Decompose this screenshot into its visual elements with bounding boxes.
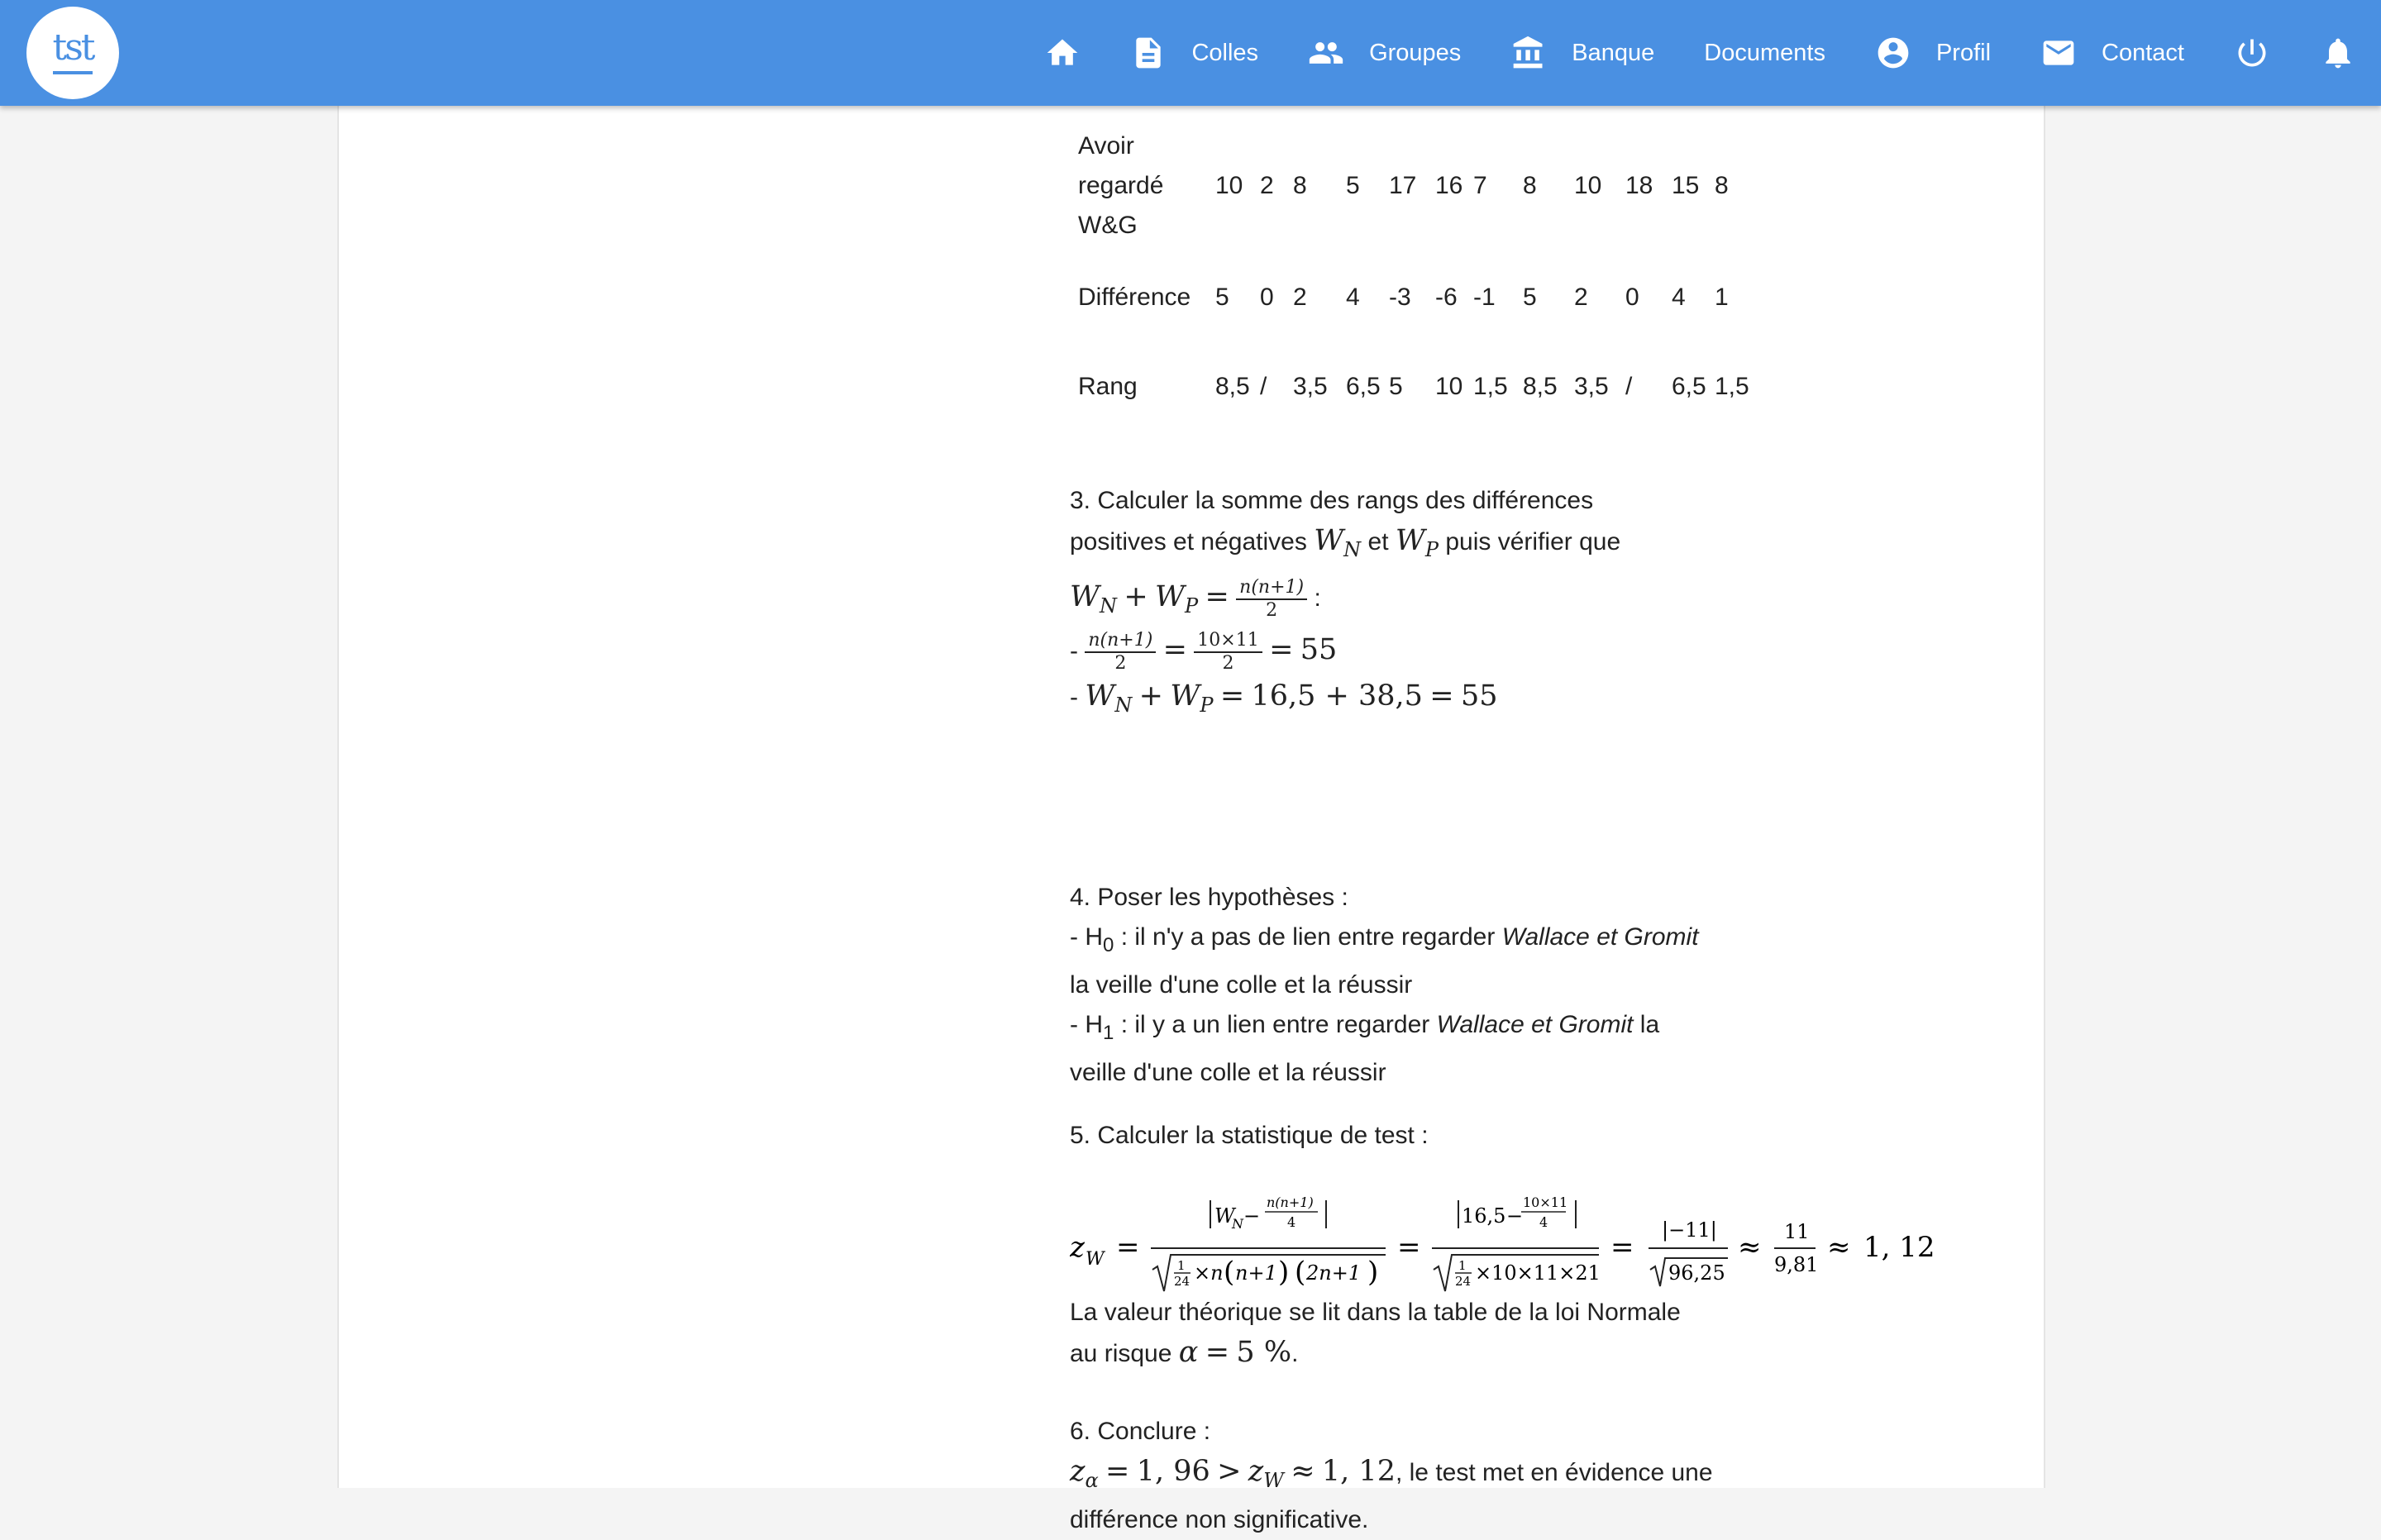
svg-text:10×11: 10×11 bbox=[1523, 1194, 1568, 1210]
svg-text:(: ( bbox=[1224, 1256, 1235, 1289]
document-icon bbox=[1130, 35, 1167, 71]
table-cell: 3,5 bbox=[1574, 373, 1609, 400]
nav-colles-label: Colles bbox=[1191, 39, 1259, 66]
logo-underline bbox=[53, 71, 93, 74]
svg-text:×10×11×21: ×10×11×21 bbox=[1475, 1261, 1601, 1285]
step-3-title: 3. Calculer la somme des rangs des différences bbox=[1070, 487, 1594, 514]
table-cell: 5 bbox=[1523, 284, 1537, 311]
step-3-calc-2: - $W_N + W_P = 16,5 + 38,5 = 55$ bbox=[1070, 679, 1498, 717]
step-6-line2: différence non significative. bbox=[1070, 1506, 1369, 1533]
nav-colles[interactable] bbox=[1130, 35, 1258, 71]
table-cell: 3,5 bbox=[1293, 373, 1328, 400]
table-cell: 7 bbox=[1473, 172, 1487, 199]
mail-icon bbox=[2040, 35, 2077, 71]
bank-icon bbox=[1510, 35, 1547, 71]
nav-profil-label: Profil bbox=[1935, 39, 1992, 66]
formula-sub-w: W bbox=[1086, 1249, 1105, 1270]
power-icon bbox=[2234, 35, 2270, 71]
svg-text:16,5: 16,5 bbox=[1462, 1204, 1506, 1228]
step-3-calc-1: - $\frac{n(n+1)}{2}$ = $\frac{10\times 11}{2}$ = 55 bbox=[1070, 630, 1338, 675]
svg-text:24: 24 bbox=[1455, 1274, 1472, 1289]
logo-text: tst bbox=[52, 26, 93, 69]
row-header: Différence bbox=[1078, 284, 1191, 311]
svg-text:): ) bbox=[1278, 1256, 1290, 1289]
svg-text:≈: ≈ bbox=[1827, 1231, 1851, 1264]
step-4 bbox=[1070, 878, 2062, 1093]
svg-text:|−11|: |−11| bbox=[1662, 1218, 1717, 1242]
nav-notifications[interactable] bbox=[2320, 35, 2356, 71]
nav-groupes-label: Groupes bbox=[1369, 39, 1462, 66]
step-6-line1: $z_\alpha = 1$, $96 > z_W \approx 1$, 12, le test met en évidence une bbox=[1070, 1455, 1713, 1492]
test-statistic-formula bbox=[1070, 1189, 2145, 1296]
row-header bbox=[1078, 119, 1215, 253]
table-cell: / bbox=[1625, 373, 1633, 400]
svg-text:24: 24 bbox=[1174, 1274, 1190, 1289]
table-row bbox=[1078, 119, 1749, 253]
svg-text:×n: ×n bbox=[1194, 1261, 1224, 1285]
bell-icon bbox=[2320, 35, 2356, 71]
table-cell: 8,5 bbox=[1215, 373, 1250, 400]
step-5-title: 5. Calculer la statistique de test : bbox=[1070, 1122, 1429, 1149]
nav-banque[interactable] bbox=[1510, 35, 1654, 71]
table-cell: -6 bbox=[1435, 284, 1458, 311]
nav-documents[interactable] bbox=[1704, 40, 1825, 67]
svg-text:(: ( bbox=[1295, 1256, 1306, 1289]
step-3-identity: $W_N + W_P$ = $\frac{n(n+1)}{2}$ : bbox=[1070, 577, 1321, 622]
table-cell: 2 bbox=[1574, 284, 1588, 311]
formula-result: 1, 12 bbox=[1863, 1231, 1935, 1264]
row-header-label: Avoir regardé W&G bbox=[1078, 132, 1164, 239]
table-cell: 18 bbox=[1625, 172, 1653, 199]
table-cell: 8 bbox=[1715, 172, 1729, 199]
svg-text:n(n+1): n(n+1) bbox=[1267, 1194, 1314, 1210]
table-cell: 1 bbox=[1715, 284, 1729, 311]
hypothesis-h0-end: la veille d'une colle et la réussir bbox=[1070, 971, 1413, 999]
nav-contact-label: Contact bbox=[2102, 39, 2184, 66]
svg-text:n+1: n+1 bbox=[1235, 1261, 1277, 1285]
table-cell: 10 bbox=[1574, 172, 1602, 199]
formula-eq: = bbox=[1116, 1231, 1140, 1264]
hypothesis-h1: - $H_1$ : il y a un lien entre regarder Wallace et Gromit la bbox=[1070, 1011, 1660, 1044]
table-cell: 4 bbox=[1346, 284, 1360, 311]
svg-text:): ) bbox=[1367, 1256, 1379, 1289]
table-cell: 8 bbox=[1523, 172, 1537, 199]
table-row bbox=[1078, 253, 1749, 342]
svg-text:≈: ≈ bbox=[1738, 1231, 1762, 1264]
hypothesis-h0: - $H_0$ : il n'y a pas de lien entre regarder Wallace et Gromit bbox=[1070, 923, 1699, 956]
nav-home[interactable] bbox=[1044, 35, 1081, 71]
content-card bbox=[337, 106, 2045, 1533]
table-cell: 10 bbox=[1215, 172, 1243, 199]
svg-text:11: 11 bbox=[1784, 1220, 1810, 1243]
step-4-title: 4. Poser les hypothèses : bbox=[1070, 884, 1348, 911]
home-icon bbox=[1044, 35, 1081, 71]
svg-text:4: 4 bbox=[1287, 1214, 1296, 1230]
table-cell: 2 bbox=[1293, 284, 1307, 311]
formula-z: z bbox=[1070, 1231, 1085, 1264]
account-circle-icon bbox=[1875, 35, 1911, 71]
nav-banque-label: Banque bbox=[1572, 39, 1655, 66]
nav-documents-label: Documents bbox=[1704, 39, 1825, 66]
table-cell: -1 bbox=[1473, 284, 1496, 311]
table-cell: 5 bbox=[1346, 172, 1360, 199]
step-5-reading bbox=[1070, 1293, 2062, 1374]
table-cell: 2 bbox=[1260, 172, 1274, 199]
svg-text:2n+1: 2n+1 bbox=[1306, 1261, 1362, 1285]
svg-text:4: 4 bbox=[1539, 1214, 1548, 1230]
table-cell: 5 bbox=[1389, 373, 1403, 400]
table-cell: 5 bbox=[1215, 284, 1229, 311]
table-cell: 6,5 bbox=[1346, 373, 1381, 400]
svg-text:1: 1 bbox=[1458, 1258, 1467, 1273]
nav-profil[interactable] bbox=[1875, 35, 1991, 71]
table-cell: 8,5 bbox=[1523, 373, 1558, 400]
step-5-text-2: au risque α = 5 %. bbox=[1070, 1336, 1299, 1369]
table-cell: 15 bbox=[1672, 172, 1700, 199]
table-cell: 1,5 bbox=[1473, 373, 1508, 400]
hypothesis-h1-end: veille d'une colle et la réussir bbox=[1070, 1059, 1386, 1086]
step-3-line2: positives et négatives $W_N$ et $W_P$ puis vérifier que bbox=[1070, 524, 1621, 561]
svg-text:−: − bbox=[1506, 1204, 1524, 1228]
nav-menu bbox=[1019, 0, 2381, 106]
svg-text:9,81: 9,81 bbox=[1774, 1253, 1819, 1276]
table-cell: 4 bbox=[1672, 284, 1686, 311]
svg-text:=: = bbox=[1397, 1231, 1421, 1264]
nav-contact[interactable] bbox=[2040, 35, 2184, 71]
site-logo[interactable] bbox=[26, 7, 119, 99]
svg-text:−: − bbox=[1243, 1204, 1261, 1228]
table-row bbox=[1078, 342, 1749, 431]
top-navbar bbox=[0, 0, 2381, 106]
table-cell: -3 bbox=[1389, 284, 1411, 311]
ranks-table bbox=[1078, 119, 1749, 431]
step-6-title: 6. Conclure : bbox=[1070, 1418, 1211, 1445]
table-cell: 16 bbox=[1435, 172, 1463, 199]
table-cell: 17 bbox=[1389, 172, 1417, 199]
nav-logout[interactable] bbox=[2234, 35, 2270, 71]
svg-text:=: = bbox=[1610, 1231, 1634, 1264]
svg-text:96,25: 96,25 bbox=[1668, 1261, 1725, 1285]
table-cell: 0 bbox=[1260, 284, 1274, 311]
table-cell: 8 bbox=[1293, 172, 1307, 199]
table-cell: / bbox=[1260, 373, 1267, 400]
row-header: Rang bbox=[1078, 373, 1138, 400]
group-icon bbox=[1308, 35, 1344, 71]
step-5-text-1: La valeur théorique se lit dans la table de la loi Normale bbox=[1070, 1299, 1681, 1326]
step-6 bbox=[1070, 1412, 2062, 1540]
svg-text:1: 1 bbox=[1177, 1258, 1186, 1273]
table-cell: 0 bbox=[1625, 284, 1639, 311]
nav-groupes[interactable] bbox=[1308, 35, 1461, 71]
formula-wn: W bbox=[1214, 1204, 1235, 1228]
step-5 bbox=[1070, 1116, 2062, 1156]
svg-text:N: N bbox=[1232, 1216, 1243, 1232]
table-cell: 10 bbox=[1435, 373, 1463, 400]
table-cell: 1,5 bbox=[1715, 373, 1749, 400]
step-3 bbox=[1070, 481, 2062, 717]
table-cell: 6,5 bbox=[1672, 373, 1706, 400]
